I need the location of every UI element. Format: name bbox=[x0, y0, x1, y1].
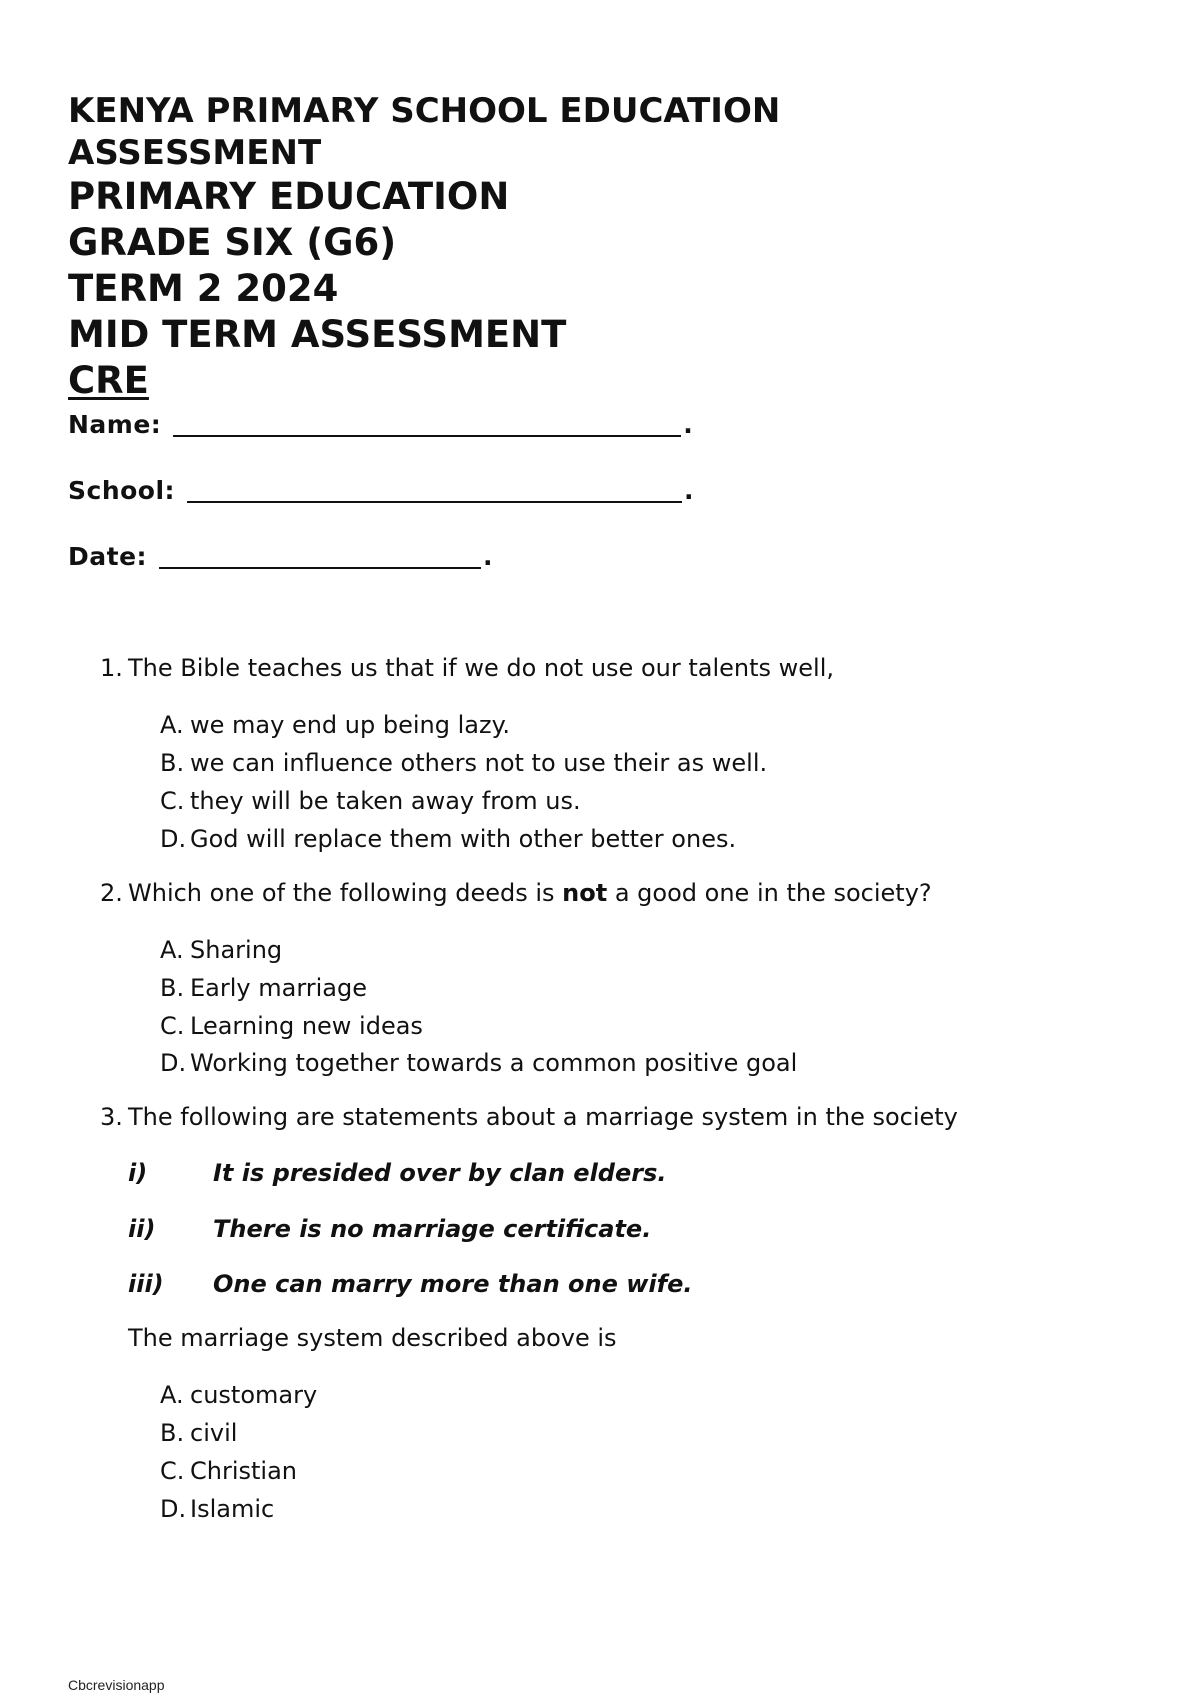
school-field[interactable] bbox=[68, 478, 694, 503]
option-text: Christian bbox=[190, 1457, 298, 1485]
option-text: Sharing bbox=[190, 936, 283, 964]
option-text: customary bbox=[190, 1381, 318, 1409]
question-text: The following are statements about a marriage system in the society bbox=[128, 1103, 958, 1131]
q3-option-a[interactable] bbox=[160, 1383, 317, 1407]
q1-option-c[interactable] bbox=[160, 789, 581, 813]
q2-option-d[interactable] bbox=[160, 1051, 797, 1075]
option-letter: B. bbox=[160, 749, 185, 777]
question-text: The Bible teaches us that if we do not use our talents well, bbox=[128, 654, 835, 682]
name-label: Name: bbox=[68, 410, 162, 439]
q1-option-d[interactable] bbox=[160, 827, 736, 851]
header-level: PRIMARY EDUCATION bbox=[68, 175, 510, 218]
header-subject: CRE bbox=[68, 359, 149, 402]
header-title-line2: ASSESSMENT bbox=[68, 133, 322, 173]
date-blank[interactable] bbox=[159, 549, 481, 569]
question-text-before: Which one of the following deeds is bbox=[128, 879, 563, 907]
q1-option-a[interactable] bbox=[160, 713, 510, 737]
q3-statement-i bbox=[128, 1161, 667, 1185]
statement-numeral: i) bbox=[128, 1159, 148, 1187]
school-label: School: bbox=[68, 476, 176, 505]
q3-statement-iii bbox=[128, 1272, 692, 1296]
question-text-after: a good one in the society? bbox=[607, 879, 932, 907]
q3-statement-ii bbox=[128, 1217, 651, 1241]
footer-watermark: Cbcrevisionapp bbox=[68, 1677, 165, 1693]
option-text: civil bbox=[190, 1419, 238, 1447]
statement-numeral: iii) bbox=[128, 1270, 164, 1298]
option-letter: C. bbox=[160, 787, 185, 815]
name-field[interactable] bbox=[68, 412, 693, 437]
question-number: 2. bbox=[100, 879, 123, 907]
question-3 bbox=[100, 1105, 958, 1129]
header-grade: GRADE SIX (G6) bbox=[68, 221, 397, 264]
option-letter: B. bbox=[160, 974, 185, 1002]
q2-option-a[interactable] bbox=[160, 938, 282, 962]
option-letter: D. bbox=[160, 1049, 187, 1077]
question-text-emphasis: not bbox=[562, 879, 608, 907]
option-text: Learning new ideas bbox=[190, 1012, 423, 1040]
header-title-line1: KENYA PRIMARY SCHOOL EDUCATION bbox=[68, 91, 781, 131]
q3-option-b[interactable] bbox=[160, 1421, 237, 1445]
option-text: Islamic bbox=[190, 1495, 275, 1523]
option-text: Working together towards a common positive goal bbox=[190, 1049, 798, 1077]
date-field[interactable] bbox=[68, 544, 493, 569]
option-text: they will be taken away from us. bbox=[190, 787, 581, 815]
statement-text: There is no marriage certificate. bbox=[213, 1215, 652, 1243]
statement-numeral: ii) bbox=[128, 1215, 156, 1243]
option-letter: A. bbox=[160, 711, 184, 739]
header-assessment: MID TERM ASSESSMENT bbox=[68, 313, 567, 356]
school-end-mark: . bbox=[684, 476, 695, 505]
question-1 bbox=[100, 656, 834, 680]
option-text: Early marriage bbox=[190, 974, 368, 1002]
name-end-mark: . bbox=[683, 410, 694, 439]
header-term: TERM 2 2024 bbox=[68, 267, 339, 310]
option-letter: A. bbox=[160, 1381, 184, 1409]
option-text: we can influence others not to use their as well. bbox=[190, 749, 768, 777]
option-letter: D. bbox=[160, 825, 187, 853]
statement-text: One can marry more than one wife. bbox=[213, 1270, 693, 1298]
date-end-mark: . bbox=[483, 542, 494, 571]
option-letter: C. bbox=[160, 1457, 185, 1485]
option-letter: C. bbox=[160, 1012, 185, 1040]
statement-text: It is presided over by clan elders. bbox=[213, 1159, 667, 1187]
q3-option-d[interactable] bbox=[160, 1497, 274, 1521]
q1-option-b[interactable] bbox=[160, 751, 767, 775]
option-letter: A. bbox=[160, 936, 184, 964]
option-letter: D. bbox=[160, 1495, 187, 1523]
option-text: we may end up being lazy. bbox=[190, 711, 510, 739]
question-number: 1. bbox=[100, 654, 123, 682]
q2-option-c[interactable] bbox=[160, 1014, 423, 1038]
question-number: 3. bbox=[100, 1103, 123, 1131]
q3-prompt: The marriage system described above is bbox=[128, 1324, 617, 1352]
q2-option-b[interactable] bbox=[160, 976, 367, 1000]
question-2 bbox=[100, 881, 932, 905]
date-label: Date: bbox=[68, 542, 148, 571]
name-blank[interactable] bbox=[173, 417, 681, 437]
school-blank[interactable] bbox=[187, 483, 682, 503]
q3-option-c[interactable] bbox=[160, 1459, 297, 1483]
option-letter: B. bbox=[160, 1419, 185, 1447]
option-text: God will replace them with other better ones. bbox=[190, 825, 737, 853]
